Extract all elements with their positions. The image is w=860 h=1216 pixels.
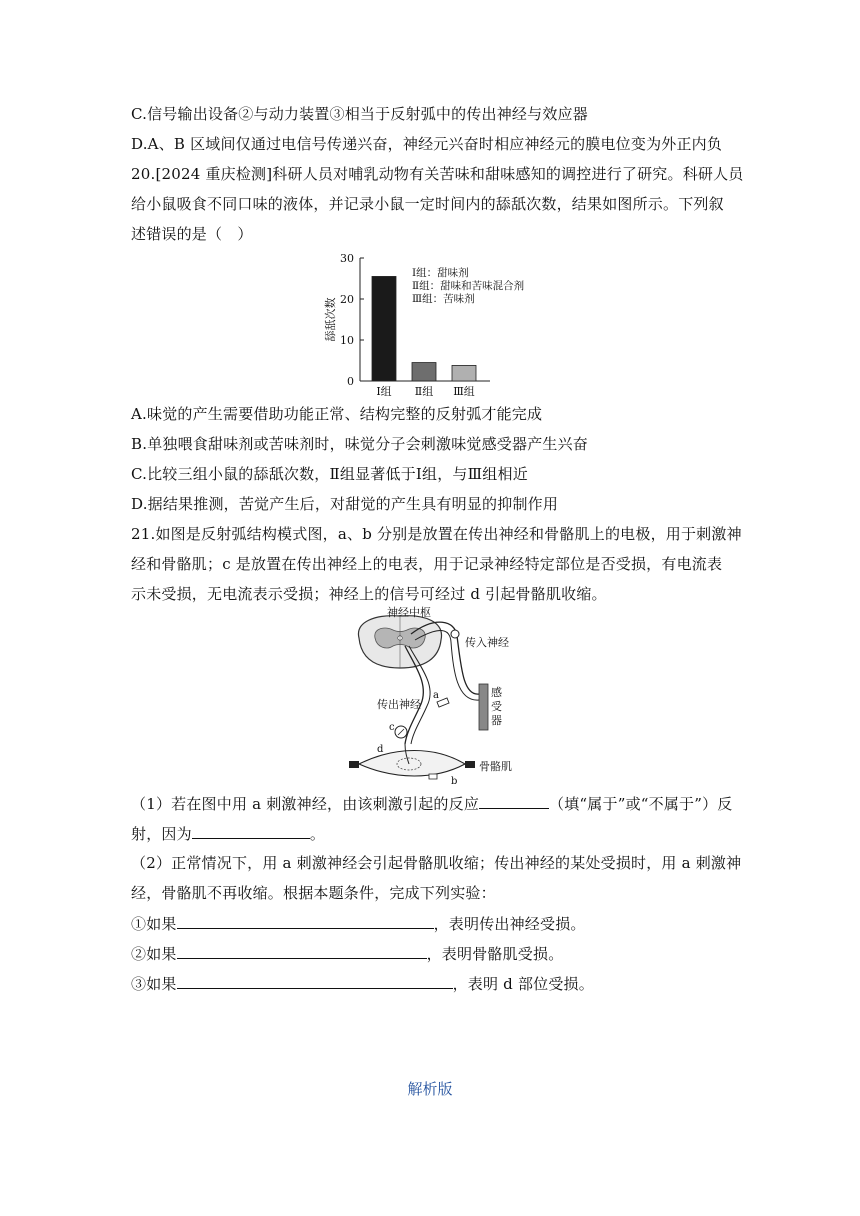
bar <box>372 276 396 381</box>
label-receptor-3: 器 <box>491 714 502 727</box>
legend-entry: Ⅲ组：苦味剂 <box>412 293 475 305</box>
option-c-prev: C.信号输出设备②与动力装置③相当于反射弧中的传出神经与效应器 <box>131 105 588 123</box>
label-c: c <box>389 722 395 733</box>
question-21-line1: 21.如图是反射弧结构模式图，a、b 分别是放置在传出神经和骨骼肌上的电极，用于刺激神 <box>131 525 742 543</box>
label-center: 神经中枢 <box>387 606 431 619</box>
question-20-line3: 述错误的是（ ） <box>131 225 253 243</box>
part-1-line2 <box>131 823 325 844</box>
option-b: B.单独喂食甜味剂或苦味剂时，味觉分子会刺激味觉感受器产生兴奋 <box>131 435 588 453</box>
option-c: C.比较三组小鼠的舔舐次数，Ⅱ组显著低于Ⅰ组，与Ⅲ组相近 <box>131 465 528 483</box>
experiment-1-suffix: ，表明传出神经受损。 <box>433 915 586 933</box>
option-a: A.味觉的产生需要借助功能正常、结构完整的反射弧才能完成 <box>131 405 543 423</box>
question-20-line2: 给小鼠吸食不同口味的液体，并记录小鼠一定时间内的舔舐次数，结果如图所示。下列叙 <box>131 195 724 213</box>
label-muscle: 骨骼肌 <box>479 760 512 773</box>
legend-entry: Ⅰ组：甜味剂 <box>412 267 469 279</box>
part-2-line1: （2）正常情况下，用 a 刺激神经会引起骨骼肌收缩；传出神经的某处受损时，用 a 刺激神 <box>131 854 742 872</box>
legend-entry: Ⅱ组：甜味和苦味混合剂 <box>412 280 525 292</box>
x-tick-label: Ⅰ组 <box>376 385 392 398</box>
muscle-shape <box>359 751 465 777</box>
experiment-3 <box>131 973 594 994</box>
part-1-line1 <box>131 793 733 814</box>
experiment-2-suffix: ，表明骨骼肌受损。 <box>426 945 564 963</box>
label-a: a <box>433 690 439 701</box>
bar <box>452 365 476 381</box>
question-21-line3: 示未受损，无电流表示受损；神经上的信号可经过 d 引起骨骼肌收缩。 <box>131 585 607 603</box>
answer-blank-1[interactable] <box>479 793 549 809</box>
label-receptor-2: 受 <box>491 700 502 713</box>
part-2-line2: 经，骨骼肌不再收缩。根据本题条件，完成下列实验： <box>131 884 496 902</box>
bar <box>412 363 436 381</box>
bar-chart <box>320 248 550 398</box>
part-1-text-c: 射，因为 <box>131 825 192 843</box>
y-tick-label: 20 <box>340 293 354 306</box>
label-afferent: 传入神经 <box>465 636 509 649</box>
x-tick-label: Ⅱ组 <box>414 385 434 398</box>
experiment-1 <box>131 913 586 934</box>
experiment-3-suffix: ，表明 d 部位受损。 <box>452 975 594 993</box>
part-1-text-d: 。 <box>309 825 326 843</box>
label-d: d <box>377 744 384 755</box>
part-1-text-a: （1）若在图中用 a 刺激神经，由该刺激引起的反应 <box>131 795 480 813</box>
y-tick-label: 0 <box>347 375 354 388</box>
experiment-3-prefix: ③如果 <box>131 975 177 993</box>
y-tick-label: 10 <box>340 334 354 347</box>
label-efferent: 传出神经 <box>377 698 421 711</box>
y-axis-label: 舔舐次数 <box>324 297 337 342</box>
experiment-2 <box>131 943 563 964</box>
experiment-2-prefix: ②如果 <box>131 945 177 963</box>
y-tick-label: 30 <box>340 252 354 265</box>
answer-blank-3[interactable] <box>177 913 434 929</box>
answer-blank-4[interactable] <box>177 943 427 959</box>
answer-blank-2[interactable] <box>192 823 310 839</box>
question-20-line1: 20.[2024 重庆检测]科研人员对哺乳动物有关苦味和甜味感知的调控进行了研究。科研人员 <box>131 165 744 183</box>
option-d-prev: D.A、B 区域间仅通过电信号传递兴奋，神经元兴奋时相应神经元的膜电位变为外正内负 <box>131 135 723 153</box>
label-b: b <box>451 776 458 786</box>
reflex-arc-diagram <box>345 606 535 786</box>
label-receptor-1: 感 <box>491 686 502 699</box>
answer-blank-5[interactable] <box>177 973 453 989</box>
question-21-line2: 经和骨骼肌；c 是放置在传出神经上的电表，用于记录神经特定部位是否受损，有电流表 <box>131 555 723 573</box>
footer-label[interactable]: 解析版 <box>407 1080 453 1098</box>
experiment-1-prefix: ①如果 <box>131 915 177 933</box>
receptor-block <box>479 684 488 730</box>
part-1-text-b: （填“属于”或“不属于”）反 <box>549 795 733 813</box>
option-d: D.据结果推测，苦觉产生后，对甜觉的产生具有明显的抑制作用 <box>131 495 559 513</box>
x-tick-label: Ⅲ组 <box>453 385 475 398</box>
